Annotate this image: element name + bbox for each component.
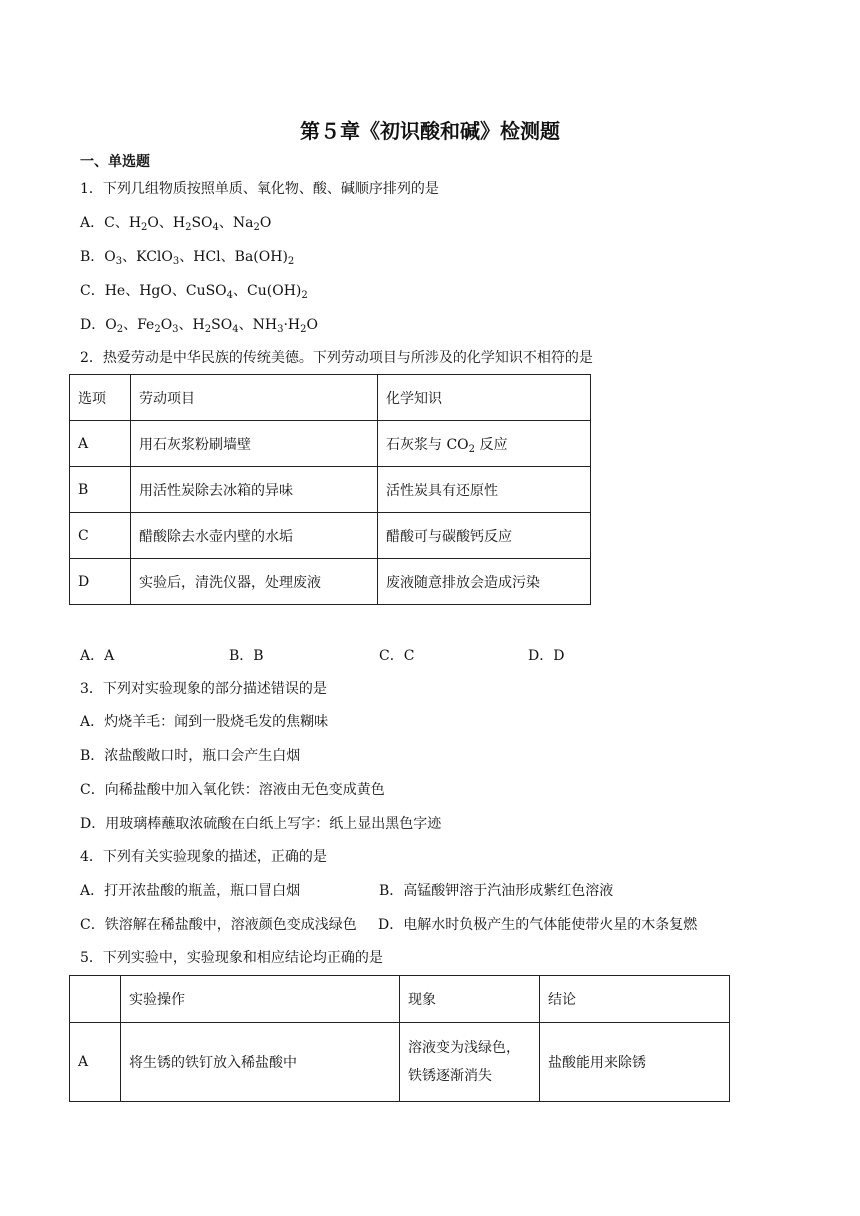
- table-cell: D: [70, 559, 131, 605]
- q1-option-c: C．He、HgO、CuSO$_4$、$Cu(OH)_2$: [80, 283, 308, 301]
- q3-option-b: B．浓盐酸敞口时，瓶口会产生白烟: [80, 748, 301, 764]
- table-cell: 盐酸能用来除锈: [540, 1023, 730, 1102]
- table-header-row: [70, 375, 591, 421]
- table-row: [70, 467, 591, 513]
- q2-choice-c: C．C: [379, 648, 415, 664]
- q3-option-a: A．灼烧羊毛：闻到一股烧毛发的焦糊味: [80, 714, 329, 730]
- table-cell: C: [70, 513, 131, 559]
- table-row: [70, 421, 591, 467]
- table-cell: 活性炭具有还原性: [378, 467, 591, 513]
- q2-choice-d: D．D: [528, 648, 565, 664]
- table-header-row: [70, 976, 730, 1023]
- q4-stem: 4．下列有关实验现象的描述，正确的是: [80, 849, 327, 865]
- q2-stem: 2．热爱劳动是中华民族的传统美德。下列劳动项目与所涉及的化学知识不相符的是: [80, 350, 593, 366]
- q4-option-d: D．电解水时负极产生的气体能使带火星的木条复燃: [378, 917, 698, 933]
- q3-option-d: D．用玻璃棒蘸取浓硫酸在白纸上写字：纸上显出黑色字迹: [80, 816, 442, 832]
- table-header-cell: 选项: [70, 375, 131, 421]
- table-header-cell: 现象: [400, 976, 540, 1023]
- q2-choice-b: B．B: [229, 648, 264, 664]
- table-cell: 溶液变为浅绿色， 铁锈逐渐消失: [400, 1023, 540, 1102]
- table-cell: 用活性炭除去冰箱的异味: [131, 467, 378, 513]
- q4-option-b: B．高锰酸钾溶于汽油形成紫红色溶液: [379, 883, 614, 899]
- table-cell: 醋酸可与碳酸钙反应: [378, 513, 591, 559]
- table-cell: B: [70, 467, 131, 513]
- table-header-cell: [70, 976, 121, 1023]
- q1-stem: 1．下列几组物质按照单质、氧化物、酸、碱顺序排列的是: [80, 181, 439, 197]
- table-cell: 废液随意排放会造成污染: [378, 559, 591, 605]
- table-row: [70, 559, 591, 605]
- q2-choice-a: A．A: [80, 648, 115, 664]
- q3-option-c: C．向稀盐酸中加入氧化铁：溶液由无色变成黄色: [80, 782, 385, 798]
- table-header-cell: 化学知识: [378, 375, 591, 421]
- table-cell: 实验后，清洗仪器，处理废液: [131, 559, 378, 605]
- section-heading: 一、单选题: [80, 154, 150, 170]
- q4-option-c: C．铁溶解在稀盐酸中，溶液颜色变成浅绿色: [80, 917, 357, 933]
- table-header-cell: 结论: [540, 976, 730, 1023]
- table-row: [70, 1023, 730, 1102]
- table-cell: 用石灰浆粉刷墙壁: [131, 421, 378, 467]
- table-cell: 石灰浆与 $CO_2$ 反应: [378, 421, 591, 467]
- q1-option-a: A．C、$H_2O$、$H_2SO_4$、$Na_2O$: [80, 215, 272, 233]
- table-header-cell: 劳动项目: [131, 375, 378, 421]
- page-title: 第５章《初识酸和碱》检测题: [300, 119, 560, 143]
- q5-table: [69, 975, 730, 1102]
- q3-stem: 3．下列对实验现象的部分描述错误的是: [80, 681, 327, 697]
- q2-table: [69, 374, 591, 605]
- table-row: [70, 513, 591, 559]
- table-cell: 醋酸除去水壶内壁的水垢: [131, 513, 378, 559]
- q1-option-b: B．$O_3$、KClO$_3$、HCl、$Ba(OH)_2$: [80, 249, 295, 267]
- q5-stem: 5．下列实验中，实验现象和相应结论均正确的是: [80, 950, 383, 966]
- q1-option-d: D．$O_2$、$Fe_2O_3$、$H_2SO_4$、$NH_3\cdot H_2O$: [80, 317, 318, 335]
- q4-option-a: A．打开浓盐酸的瓶盖，瓶口冒白烟: [80, 883, 301, 899]
- table-header-cell: 实验操作: [121, 976, 400, 1023]
- table-cell: 将生锈的铁钉放入稀盐酸中: [121, 1023, 400, 1102]
- table-cell: A: [70, 421, 131, 467]
- table-cell: A: [70, 1023, 121, 1102]
